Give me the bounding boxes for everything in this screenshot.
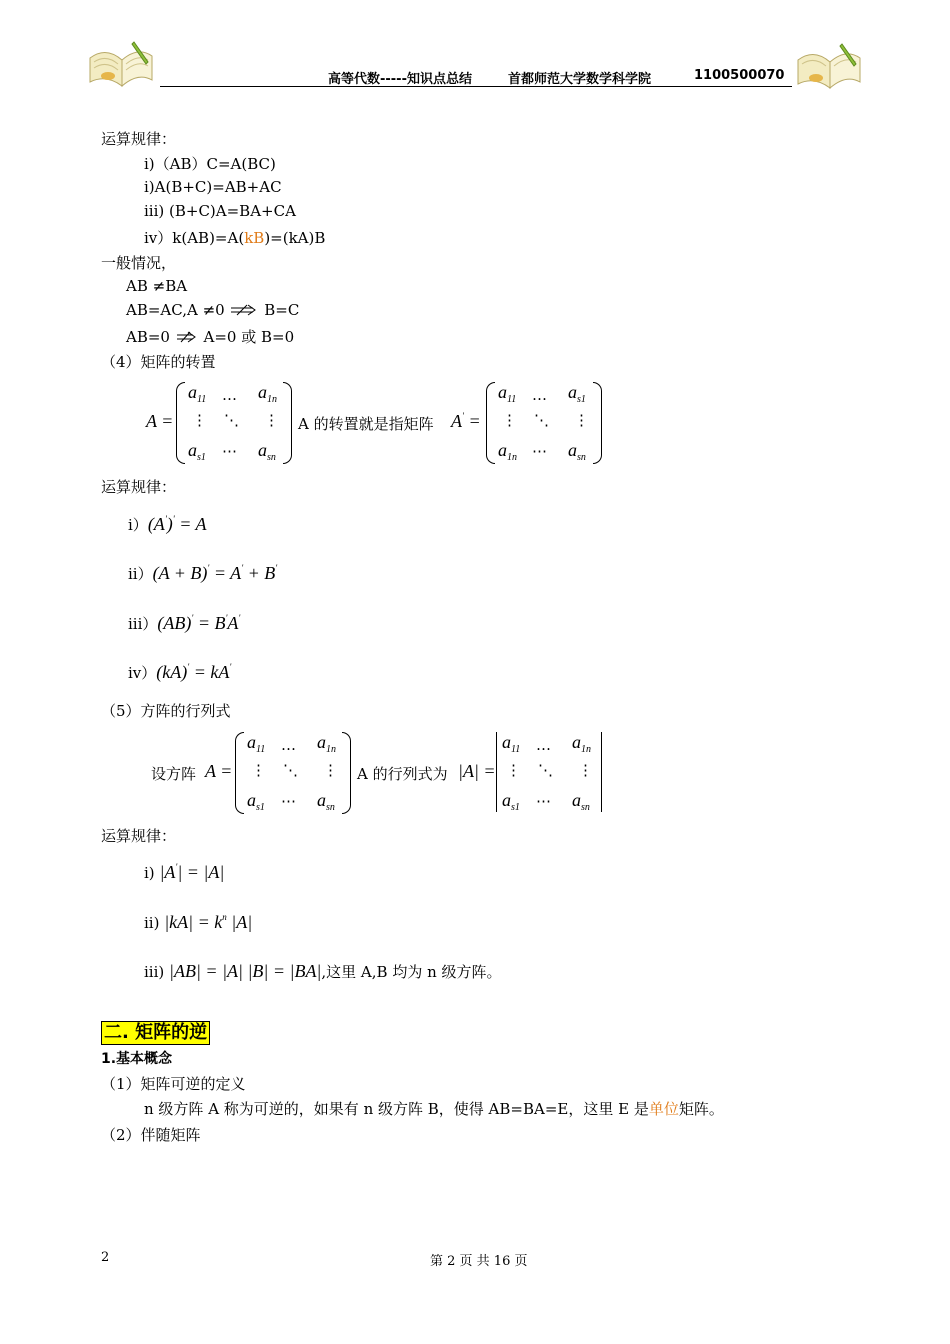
transpose-text: A 的转置就是指矩阵: [298, 415, 434, 433]
open-book-icon: [794, 40, 864, 92]
header-institution: 首都师范大学数学科学院: [508, 72, 652, 87]
definition-text: n 级方阵 A 称为可逆的，如果有 n 级方阵 B，使得 AB=BA=E，这里 E 是单位矩阵。: [144, 1100, 724, 1118]
header-code: 1100500070: [694, 68, 785, 83]
rule-line: i)（AB）C=A(BC): [144, 155, 276, 173]
matrix-a: $a_{11}$ … $a_{1n}$ ⋮ ⋱ ⋮ $a_{s1}$ ⋯ $a_{sn}$: [235, 730, 351, 816]
rule-line: iv）k(AB)=A(kB)=(kA)B: [144, 229, 326, 247]
header-title: 高等代数-----知识点总结: [328, 72, 472, 87]
page-indicator: 第 2 页 共 16 页: [430, 1254, 528, 1269]
det-title: （5）方阵的行列式: [101, 702, 231, 720]
transpose-rule: iv）(kA)' = kA': [128, 662, 232, 682]
matrix-a-transpose: $a_{11}$ … $a_{s1}$ ⋮ ⋱ ⋮ $a_{1n}$ ⋯ $a_{sn}$: [486, 380, 602, 466]
rules-label: 运算规律：: [101, 478, 177, 496]
general-line: AB ≠BA: [126, 277, 188, 295]
math-a-equals: A =: [205, 761, 233, 781]
det-text: A 的行列式为: [357, 765, 448, 783]
math-det-a: |A| =: [458, 761, 496, 781]
not-implies-icon: [175, 329, 199, 341]
transpose-title: （4）矩阵的转置: [101, 353, 216, 371]
matrix-a: $a_{11}$ … $a_{1n}$ ⋮ ⋱ ⋮ $a_{s1}$ ⋯ $a_{sn}$: [176, 380, 292, 466]
det-prefix: 设方阵: [151, 765, 197, 783]
rule-line: iii) (B+C)A=BA+CA: [144, 202, 296, 220]
rules-label: 运算规律：: [101, 827, 177, 845]
rule-line: i)A(B+C)=AB+AC: [144, 178, 282, 196]
math-a-equals: A =: [146, 411, 174, 431]
not-implies-icon: [229, 302, 259, 314]
general-line: AB=0 A=0 或 B=0: [126, 328, 295, 346]
transpose-rule: ii）(A + B)' = A' + B': [128, 563, 278, 583]
rules-label: 运算规律：: [101, 130, 177, 148]
transpose-rule: i）(A')' = A: [128, 514, 207, 534]
det-rule: iii) |AB| = |A| |B| = |BA|,这里 A,B 均为 n 级方阵。: [144, 961, 502, 981]
open-book-icon: [86, 38, 156, 90]
highlighted-term: kB: [244, 229, 265, 247]
header-rule: [160, 86, 792, 87]
subsection-heading: 1.基本概念: [101, 1051, 173, 1067]
determinant-a: $a_{11}$ … $a_{1n}$ ⋮ ⋱ ⋮ $a_{s1}$ ⋯ $a_{sn}$: [496, 730, 602, 816]
highlighted-term: 单位: [648, 1100, 679, 1118]
general-line: AB=AC,A ≠0 B=C: [126, 301, 300, 319]
general-case-label: 一般情况，: [101, 254, 177, 272]
footer-number: 2: [101, 1250, 110, 1265]
det-rule: ii) $|kA| = k^n$ |A|: [144, 912, 253, 932]
det-rule: i) |A'| = |A|: [144, 862, 225, 882]
item-heading: （2）伴随矩阵: [101, 1126, 201, 1144]
item-heading: （1）矩阵可逆的定义: [101, 1075, 246, 1093]
transpose-rule: iii）(AB)' = B'A': [128, 613, 241, 633]
math-a-transpose: A' =: [451, 411, 481, 431]
section-heading: 二. 矩阵的逆: [101, 1021, 210, 1045]
